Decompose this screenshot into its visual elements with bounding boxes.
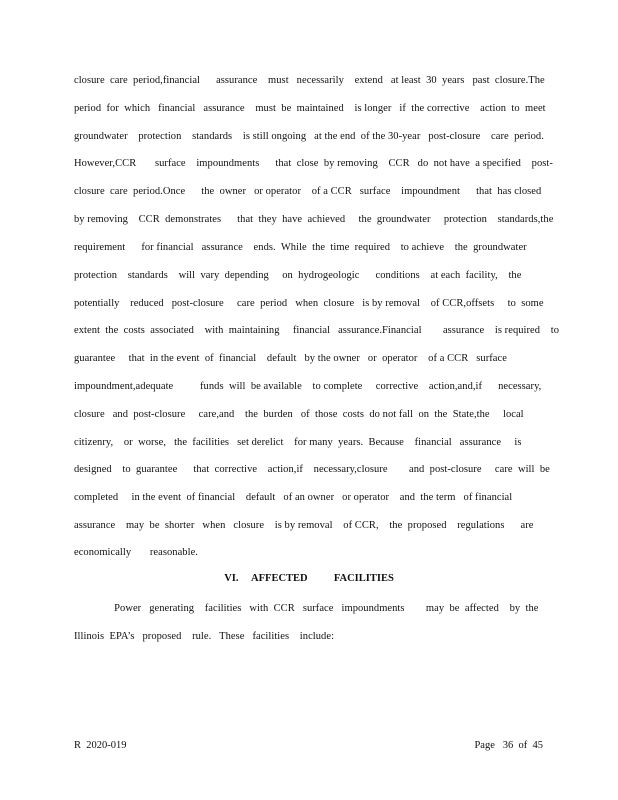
body-line: guarantee that in the event of financial default by the owner or operator of a CCR surface [74, 353, 507, 364]
body-line: by removing CCR demonstrates that they have achieved the groundwater protection standards,the [74, 214, 554, 225]
section-heading: VI. AFFECTED FACILITIES [224, 573, 394, 584]
body-line: However,CCR surface impoundments that close by removing CCR do not have a specified post- [74, 158, 553, 169]
body-line: impoundment,adequate funds will be available to complete corrective action,and,if necessary, [74, 381, 542, 392]
body-line: period for which financial assurance must be maintained is longer if the corrective action to meet [74, 103, 546, 114]
body-line: potentially reduced post-closure care period when closure is by removal of CCR,offsets to some [74, 298, 544, 309]
body-line: protection standards will vary depending on hydrogeologic conditions at each facility, the [74, 270, 522, 281]
body-line: closure and post-closure care,and the burden of those costs do not fall on the State,the local [74, 409, 524, 420]
body-line: requirement for financial assurance ends. While the time required to achieve the groundwater [74, 242, 527, 253]
footer-docket-number: R 2020-019 [74, 740, 127, 751]
body-line: closure care period,financial assurance must necessarily extend at least 30 years past closure.The [74, 75, 545, 86]
paragraph-line: Power generating facilities with CCR surface impoundments may be affected by the [74, 603, 539, 614]
body-line: closure care period.Once the owner or operator of a CCR surface impoundment that has closed [74, 186, 542, 197]
footer-page-number: Page 36 of 45 [474, 740, 543, 751]
paragraph-line: Illinois EPA’s proposed rule. These facilities include: [74, 631, 335, 642]
body-line: economically reasonable. [74, 547, 198, 558]
body-line: citizenry, or worse, the facilities set derelict for many years. Because financial assurance is [74, 437, 522, 448]
body-line: groundwater protection standards is still ongoing at the end of the 30-year post-closure care period. [74, 131, 544, 142]
body-line: completed in the event of financial default of an owner or operator and the term of financial [74, 492, 513, 503]
body-line: assurance may be shorter when closure is by removal of CCR, the proposed regulations are [74, 520, 534, 531]
body-line: extent the costs associated with maintaining financial assurance.Financial assurance is required to [74, 325, 560, 336]
body-line: designed to guarantee that corrective action,if necessary,closure and post-closure care will be [74, 464, 550, 475]
